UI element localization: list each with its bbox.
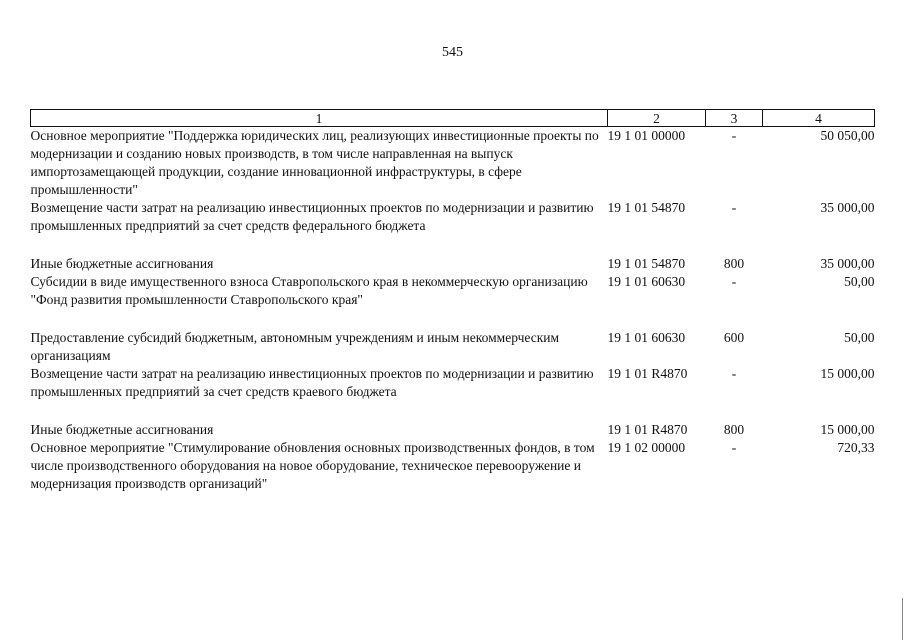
page-number: 545 [442, 45, 463, 60]
table-header [31, 110, 875, 127]
table-row [31, 329, 875, 365]
row-type: - [731, 274, 737, 289]
row-type: - [731, 366, 737, 381]
header-col-2: 2 [608, 110, 706, 127]
row-amount: 15 000,00 [820, 366, 875, 381]
header-col-4: 4 [763, 110, 875, 127]
table-row [31, 421, 875, 439]
row-name: Основное мероприятие "Поддержка юридических лиц, реализующих инвестиционные проекты по модернизации и созданию новых производств, в том числе направленная на выпуск импортозамещающей продукции, создание инновационной инфраструктуры, в сфере промышленности" [30, 128, 599, 197]
row-amount: 50,00 [844, 274, 875, 289]
row-amount: 50,00 [844, 330, 875, 345]
table-row [31, 273, 875, 329]
row-type: 800 [723, 422, 745, 437]
row-code: 19 1 01 R4870 [607, 366, 688, 381]
row-amount: 50 050,00 [820, 128, 875, 143]
row-name: Иные бюджетные ассигнования [30, 256, 214, 271]
row-amount: 15 000,00 [820, 422, 875, 437]
row-code: 19 1 01 54870 [607, 256, 686, 271]
table-row [31, 439, 875, 493]
table-row [31, 255, 875, 273]
row-name: Иные бюджетные ассигнования [30, 422, 214, 437]
header-col-3: 3 [706, 110, 763, 127]
header-col-1: 1 [31, 110, 608, 127]
table-row [31, 127, 875, 200]
row-code: 19 1 01 60630 [607, 274, 686, 289]
row-type: - [731, 128, 737, 143]
table-row [31, 365, 875, 421]
row-name: Субсидии в виде имущественного взноса Ставропольского края в некоммерческую организацию "Фонд развития промышленности Ставропольского края" [30, 274, 588, 307]
row-type: - [731, 440, 737, 455]
table-row [31, 199, 875, 255]
row-code: 19 1 02 00000 [607, 440, 686, 455]
row-name: Возмещение части затрат на реализацию инвестиционных проектов по модернизации и развитию промышленных предприятий за счет средств краевого бюджета [30, 366, 594, 399]
budget-table [30, 109, 875, 493]
row-amount: 720,33 [837, 440, 875, 455]
scan-edge-mark [902, 598, 903, 640]
header-row [31, 110, 875, 127]
row-name: Предоставление субсидий бюджетным, автономным учреждениям и иным некоммерческим организациям [30, 330, 560, 363]
row-name: Основное мероприятие "Стимулирование обновления основных производственных фондов, в том числе производственного оборудования на новое оборудование, техническое перевооружение и модернизация производств организаций" [30, 440, 595, 491]
row-type: - [731, 200, 737, 215]
row-amount: 35 000,00 [820, 200, 875, 215]
row-code: 19 1 01 54870 [607, 200, 686, 215]
row-type: 600 [723, 330, 745, 345]
row-amount: 35 000,00 [820, 256, 875, 271]
row-code: 19 1 01 00000 [607, 128, 686, 143]
row-code: 19 1 01 R4870 [607, 422, 688, 437]
table-body [31, 127, 875, 494]
row-code: 19 1 01 60630 [607, 330, 686, 345]
row-type: 800 [723, 256, 745, 271]
row-name: Возмещение части затрат на реализацию инвестиционных проектов по модернизации и развитию промышленных предприятий за счет средств федерального бюджета [30, 200, 594, 233]
